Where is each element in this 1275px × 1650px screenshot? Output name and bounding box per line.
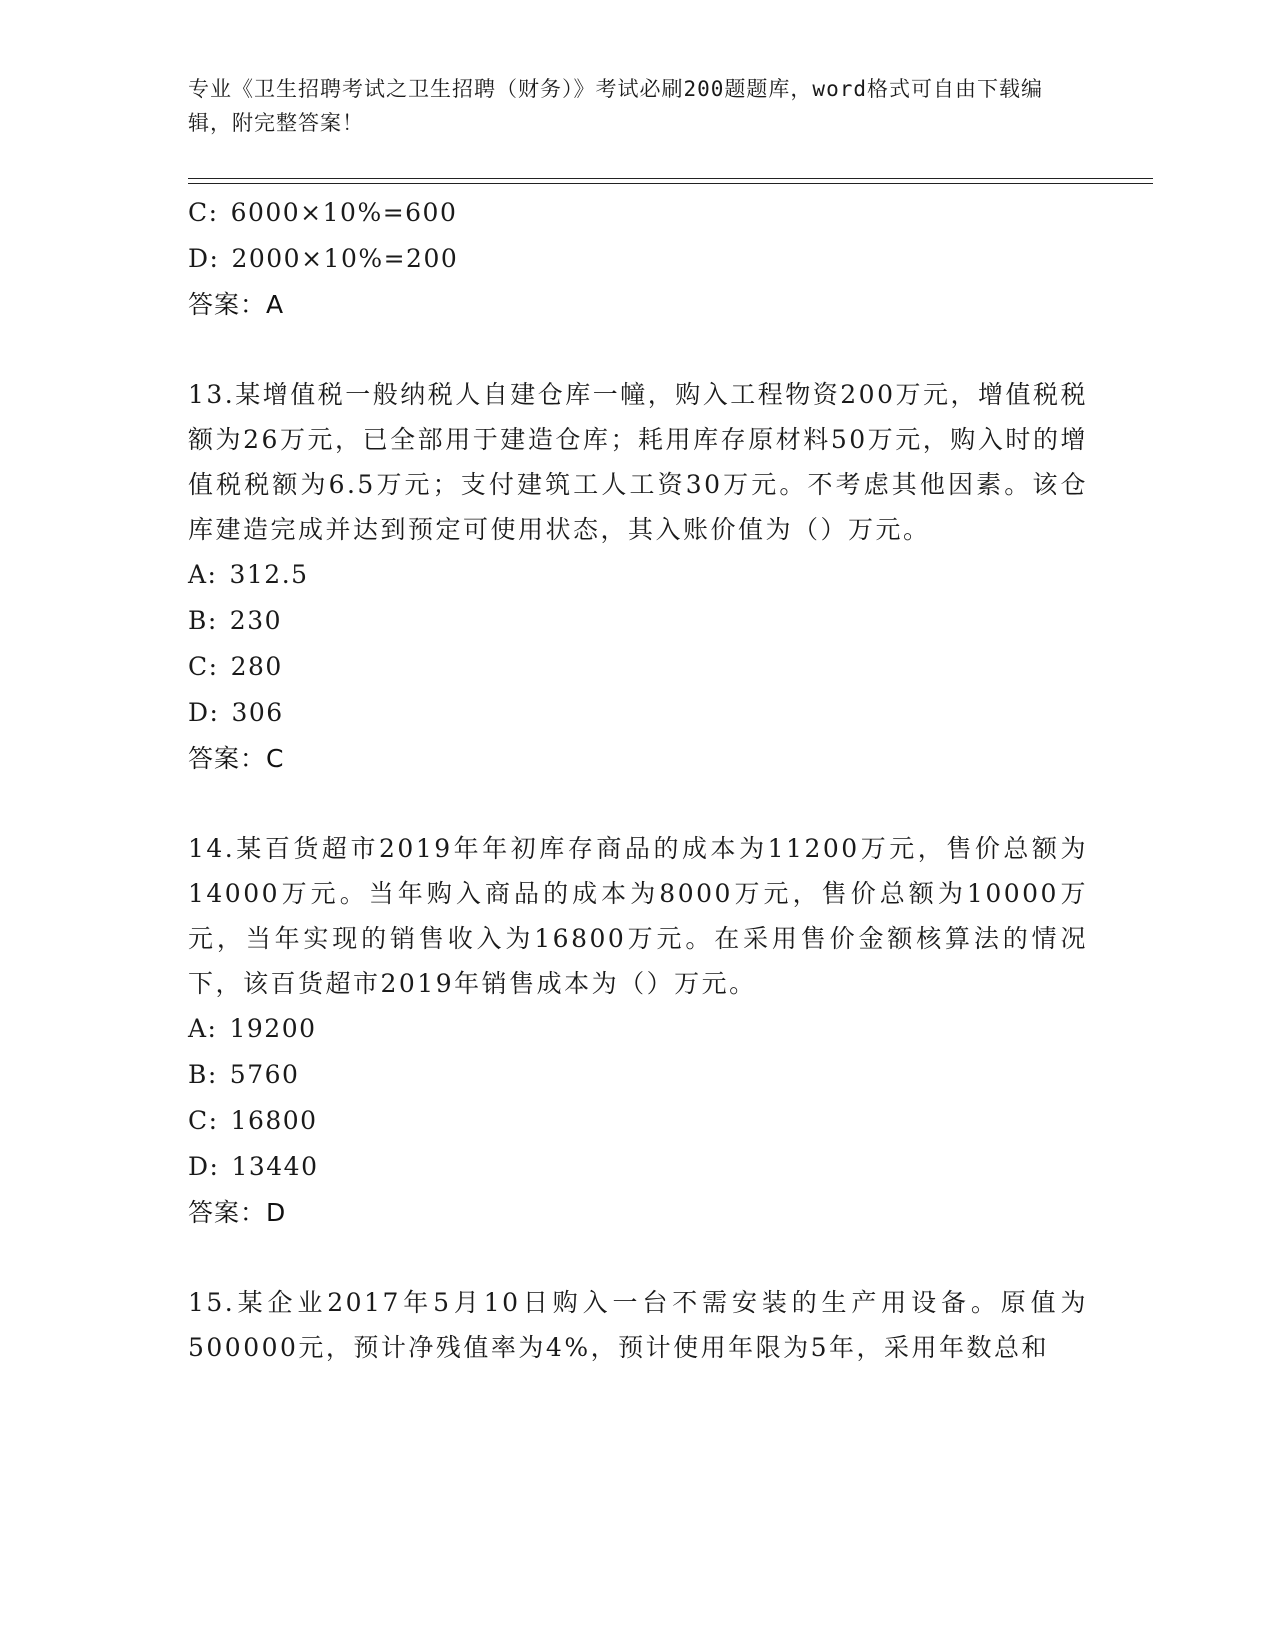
option-d: D: 306 — [188, 698, 284, 727]
option-d: D: 13440 — [188, 1152, 319, 1181]
answer-line: 答案：C — [188, 744, 285, 773]
document-header: 专业《卫生招聘考试之卫生招聘（财务）》考试必刷200题题库，word格式可自由下载编辑，附完整答案！ — [188, 77, 1043, 135]
option-b: B: 230 — [188, 606, 283, 635]
question-13-text: 13.某增值税一般纳税人自建仓库一幢，购入工程物资200万元，增值税税额为26万元，已全部用于建造仓库；耗用库存原材料50万元，购入时的增值税税额为6.5万元；支付建筑工人工资30万元。不考虑其他因素。该仓库建造完成并达到预定可使用状态，其入账价值为（）万元。 — [188, 380, 1088, 544]
option-a: A: 312.5 — [188, 560, 309, 589]
question-content — [188, 190, 1088, 1370]
header-rule-top — [188, 178, 1153, 179]
option-b: B: 5760 — [188, 1060, 300, 1089]
header-rule-bottom — [188, 183, 1153, 184]
question-14-text: 14.某百货超市2019年年初库存商品的成本为11200万元，售价总额为14000万元。当年购入商品的成本为8000万元，售价总额为10000万元，当年实现的销售收入为16800万元。在采用售价金额核算法的情况下，该百货超市2019年销售成本为（）万元。 — [188, 834, 1088, 998]
option-a: A: 19200 — [188, 1014, 317, 1043]
option-c: C: 280 — [188, 652, 283, 681]
option-d: D: 2000×10%=200 — [188, 244, 459, 273]
option-c: C: 16800 — [188, 1106, 318, 1135]
question-15-text: 15.某企业2017年5月10日购入一台不需安装的生产用设备。原值为500000元，预计净残值率为4%，预计使用年限为5年，采用年数总和 — [188, 1288, 1088, 1362]
answer-line: 答案：A — [188, 290, 285, 319]
answer-line: 答案：D — [188, 1198, 287, 1227]
option-c: C: 6000×10%=600 — [188, 198, 458, 227]
